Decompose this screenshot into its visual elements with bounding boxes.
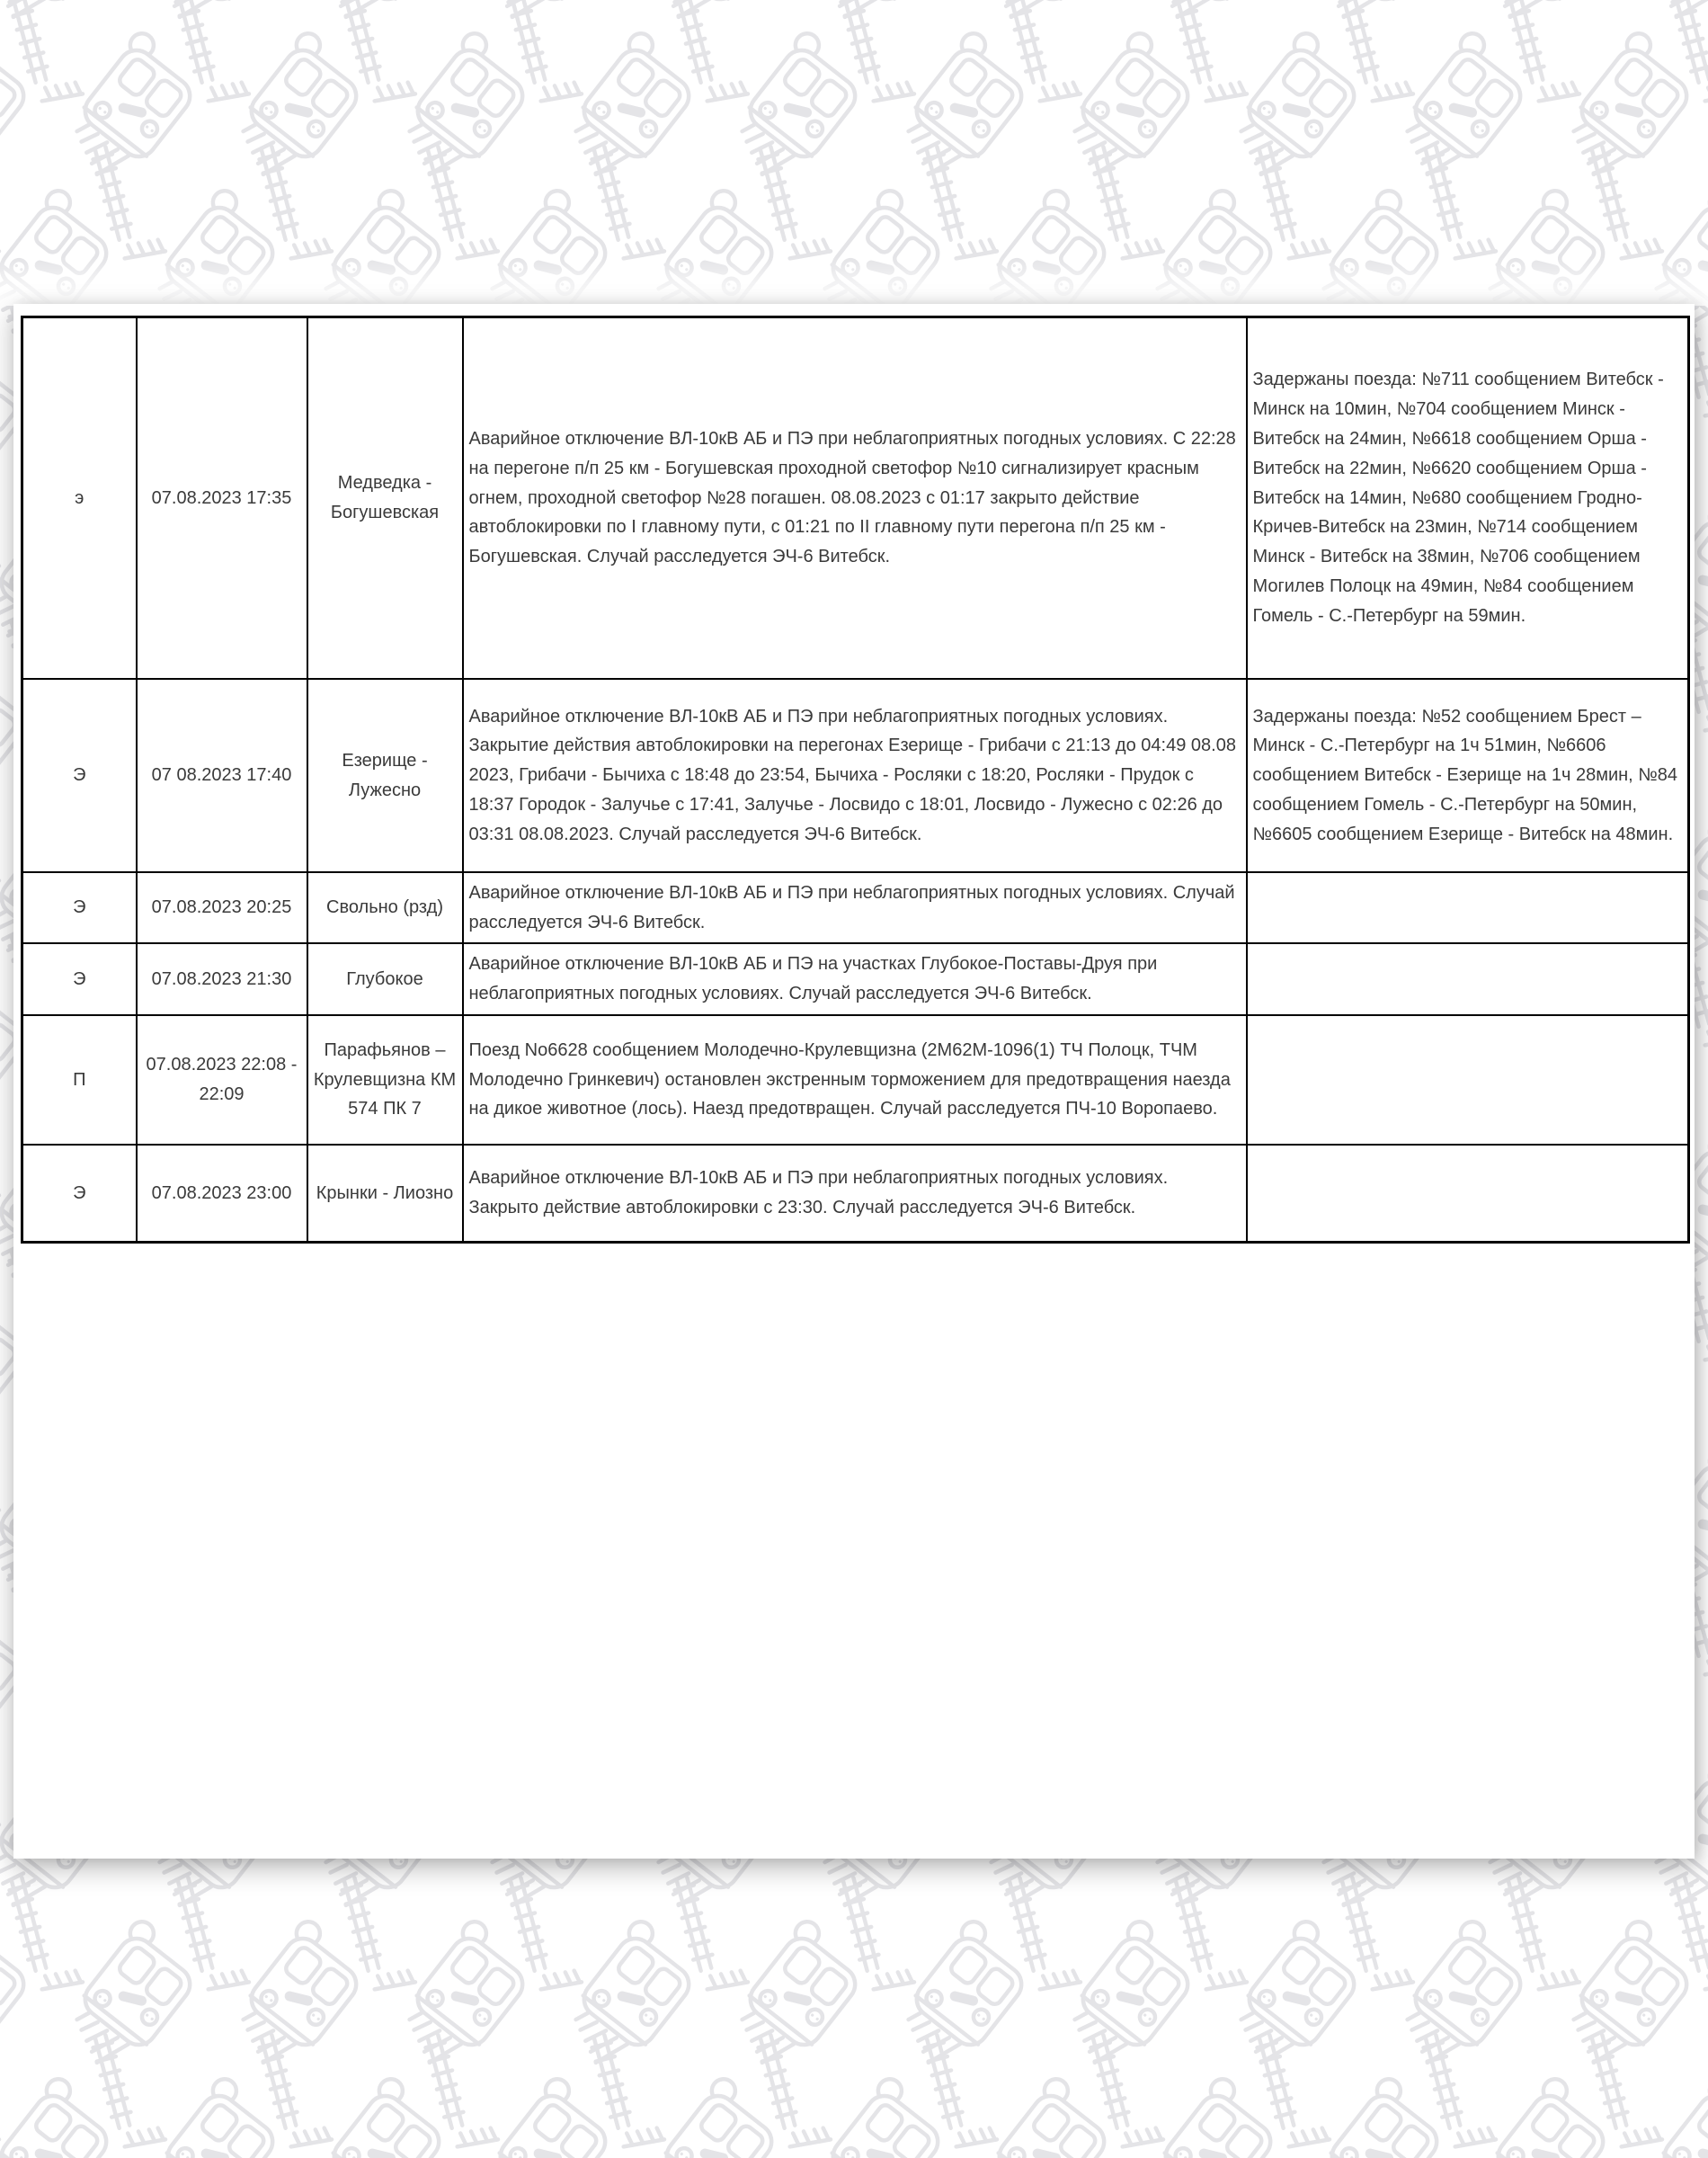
incident-datetime-cell: 07.08.2023 21:30	[137, 943, 307, 1015]
train-delays-cell	[1247, 1145, 1689, 1243]
page-top-fade	[0, 257, 1708, 306]
incident-type-cell: Э	[22, 679, 137, 872]
incident-datetime-cell: 07 08.2023 17:40	[137, 679, 307, 872]
incident-description-cell: Аварийное отключение ВЛ-10кВ АБ и ПЭ при неблагоприятных погодных условиях. Случай расследуется ЭЧ-6 Витебск.	[463, 872, 1247, 943]
train-delays-cell: Задержаны поезда: №52 сообщением Брест – Минск - С.-Петербург на 1ч 51мин, №6606 сообщением Витебск - Езерище на 1ч 28мин, №84 сообщением Гомель - С.-Петербург на 50мин, №6605 сообщением Езерище - Витебск на 48мин.	[1247, 679, 1689, 872]
incident-datetime-cell: 07.08.2023 23:00	[137, 1145, 307, 1243]
incident-type-cell: Э	[22, 943, 137, 1015]
table-row	[22, 1015, 1689, 1145]
incident-datetime-cell: 07.08.2023 22:08 - 22:09	[137, 1015, 307, 1145]
incident-description-cell: Аварийное отключение ВЛ-10кВ АБ и ПЭ при неблагоприятных погодных условиях. Закрытие действия автоблокировки на перегонах Езерище - Грибачи с 21:13 до 04:49 08.08 2023, Грибачи - Бычиха с 18:48 до 23:54, Бычиха - Росляки с 18:20, Росляки - Прудок с 18:37 Городок - Залучье с 17:41, Залучье - Лосвидо с 18:01, Лосвидо - Лужесно с 02:26 до 03:31 08.08.2023. Случай расследуется ЭЧ-6 Витебск.	[463, 679, 1247, 872]
incident-description-cell: Поезд No6628 сообщением Молодечно-Крулевщизна (2М62М-1096(1) ТЧ Полоцк, ТЧМ Молодечно Гринкевич) остановлен экстренным торможением для предотвращения наезда на дикое животное (лось). Наезд предотвращен. Случай расследуется ПЧ-10 Воропаево.	[463, 1015, 1247, 1145]
train-delays-cell	[1247, 943, 1689, 1015]
table-row	[22, 943, 1689, 1015]
incident-description-cell: Аварийное отключение ВЛ-10кВ АБ и ПЭ на участках Глубокое-Поставы-Друя при неблагоприятных погодных условиях. Случай расследуется ЭЧ-6 Витебск.	[463, 943, 1247, 1015]
incident-type-cell: Э	[22, 872, 137, 943]
train-delays-cell: Задержаны поезда: №711 сообщением Витебск - Минск на 10мин, №704 сообщением Минск - Витебск на 24мин, №6618 сообщением Орша - Витебск на 22мин, №6620 сообщением Орша - Витебск на 14мин, №680 сообщением Гродно-Кричев-Витебск на 23мин, №714 сообщением Минск - Витебск на 38мин, №706 сообщением Могилев Полоцк на 49мин, №84 сообщением Гомель - С.-Петербург на 59мин.	[1247, 317, 1689, 680]
incident-location-cell: Крынки - Лиозно	[307, 1145, 463, 1243]
train-delays-cell	[1247, 872, 1689, 943]
incident-type-cell: э	[22, 317, 137, 680]
incident-description-cell: Аварийное отключение ВЛ-10кВ АБ и ПЭ при неблагоприятных погодных условиях. С 22:28 на перегоне п/п 25 км - Богушевская проходной светофор №10 сигнализирует красным огнем, проходной светофор №28 погашен. 08.08.2023 с 01:17 закрыто действие автоблокировки по I главному пути, с 01:21 по II главному пути перегона п/п 25 км - Богушевская. Случай расследуется ЭЧ-6 Витебск.	[463, 317, 1247, 680]
table-row	[22, 317, 1689, 680]
incident-location-cell: Медведка - Богушевская	[307, 317, 463, 680]
document-page	[13, 304, 1695, 1859]
incident-type-cell: Э	[22, 1145, 137, 1243]
incident-datetime-cell: 07.08.2023 20:25	[137, 872, 307, 943]
incident-datetime-cell: 07.08.2023 17:35	[137, 317, 307, 680]
incident-description-cell: Аварийное отключение ВЛ-10кВ АБ и ПЭ при неблагоприятных погодных условиях. Закрыто действие автоблокировки с 23:30. Случай расследуется ЭЧ-6 Витебск.	[463, 1145, 1247, 1243]
table-row	[22, 679, 1689, 872]
incident-table	[21, 316, 1690, 1244]
incident-location-cell: Парафьянов – Крулевщизна КМ 574 ПК 7	[307, 1015, 463, 1145]
incident-type-cell: П	[22, 1015, 137, 1145]
table-row	[22, 1145, 1689, 1243]
incident-location-cell: Езерище - Лужесно	[307, 679, 463, 872]
train-delays-cell	[1247, 1015, 1689, 1145]
incident-location-cell: Глубокое	[307, 943, 463, 1015]
incident-location-cell: Свольно (рзд)	[307, 872, 463, 943]
table-row	[22, 872, 1689, 943]
